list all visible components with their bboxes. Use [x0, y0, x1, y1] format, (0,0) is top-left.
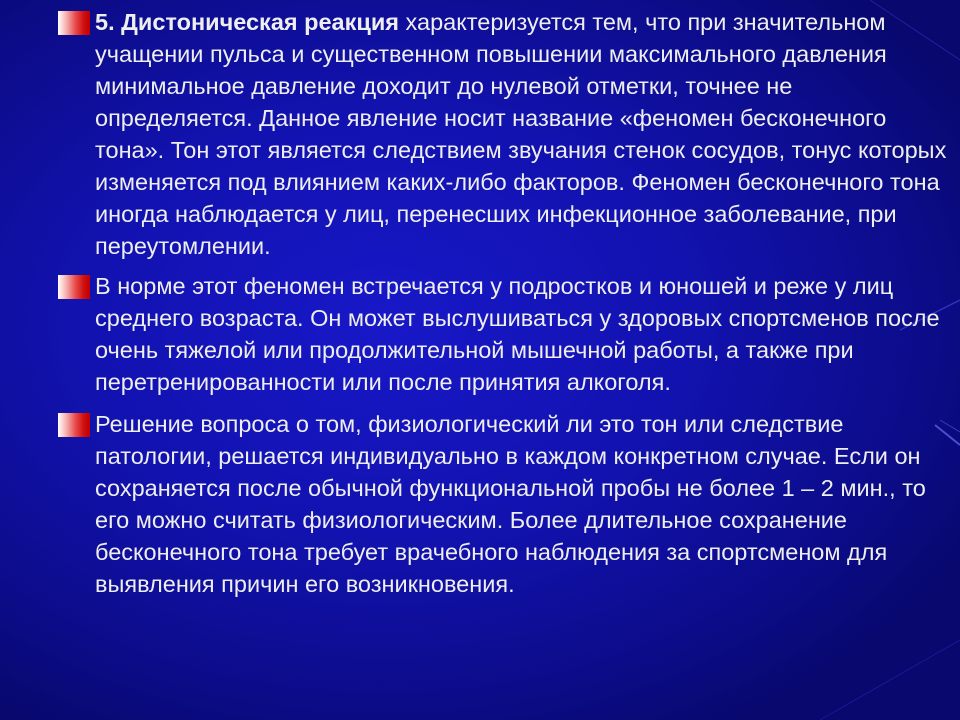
bullet-square-icon: [58, 413, 90, 437]
bullet-text: [95, 6, 948, 262]
bullet-text: [95, 408, 948, 600]
bullet-bold-text: 5. Дистоническая реакция: [95, 9, 399, 35]
bullet-body-text: характеризуется тем, что при значительном учащении пульса и существенном повышении максимального давления минимальное давление доходит до нулевой отметки, точнее не определяется. Данное явление носит название «феномен бесконечного тона». Тон этот является следствием звучания стенок сосудов, тонус которых изменяется под влиянием каких-либо факторов. Феномен бесконечного тона иногда наблюдается у лиц, перенесших инфекционное заболевание, при переутомлении.: [95, 9, 947, 259]
bullet-item: [58, 270, 948, 398]
bullet-body-text: Решение вопроса о том, физиологический ли это тон или следствие патологии, решается индивидуально в каждом конкретном случае. Если он сохраняется после обычной функциональной пробы не более 1 – 2 мин., то его можно считать физиологическим. Более длительное сохранение бесконечного тона требует врачебного наблюдения за спортсменом для выявления причин его возникновения.: [95, 411, 926, 597]
bullet-text: [95, 270, 948, 398]
bullet-list: [58, 6, 948, 608]
bullet-square-icon: [58, 11, 90, 35]
bullet-body-text: В норме этот феномен встречается у подростков и юношей и реже у лиц среднего возраста. Он может выслушиваться у здоровых спортсменов после очень тяжелой или продолжительной мышечной работы, а также при перетренированности или после принятия алкоголя.: [95, 273, 940, 395]
bullet-square-icon: [58, 275, 90, 299]
bullet-item: [58, 408, 948, 600]
bullet-item: [58, 6, 948, 262]
